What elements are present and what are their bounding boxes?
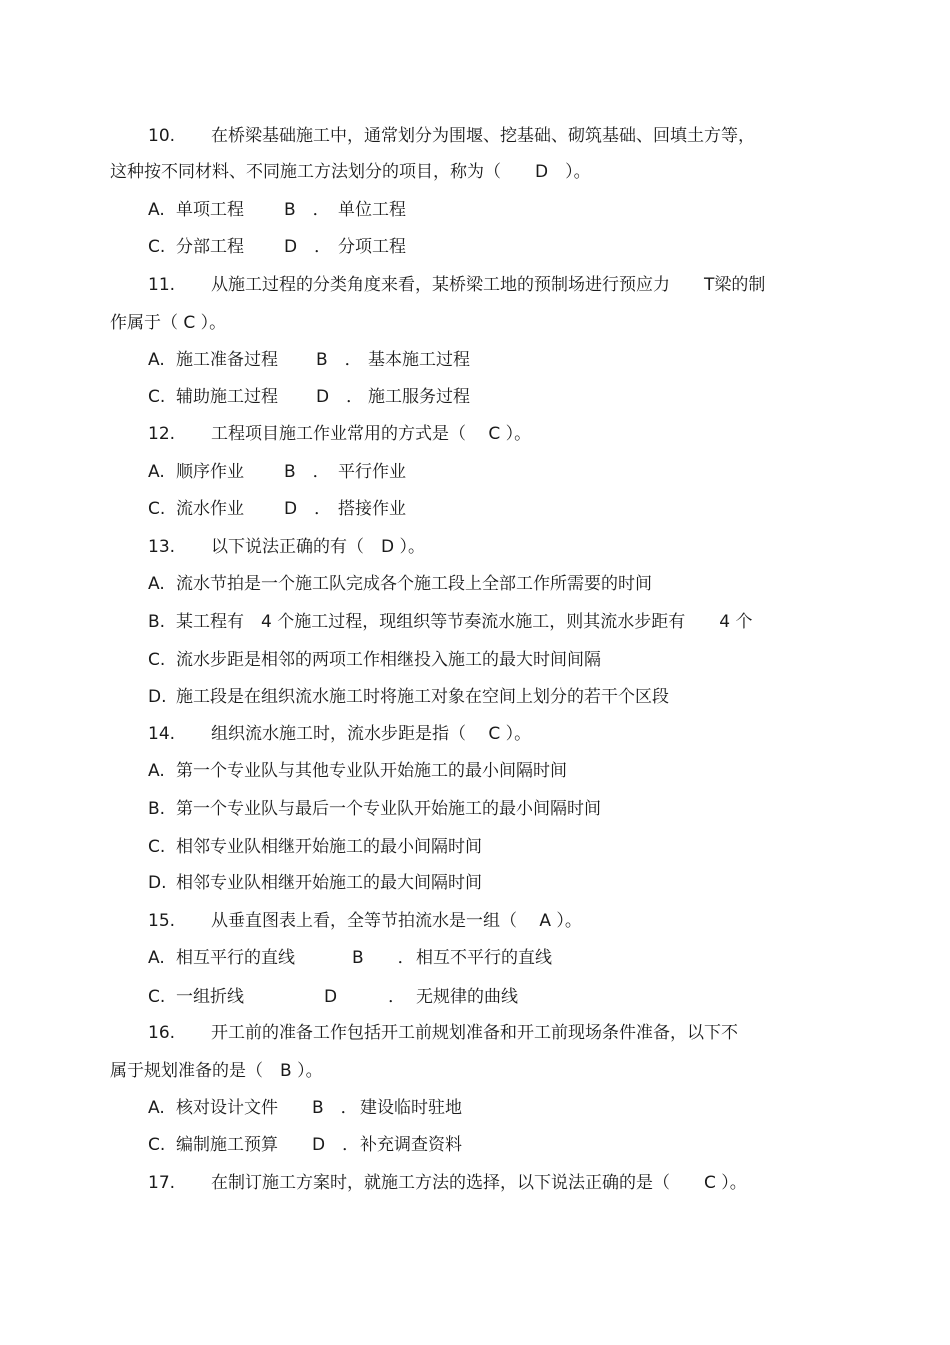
- option-text: 流水节拍是一个施工队完成各个施工段上全部工作所需要的时间: [176, 574, 652, 594]
- option-text: 一组折线: [176, 987, 244, 1007]
- option-letter: A.: [148, 462, 165, 482]
- option-row: [148, 1097, 462, 1119]
- option-letter: D ．: [284, 237, 332, 257]
- question-number: 14.: [148, 724, 176, 744]
- option-letter: D ．: [284, 499, 332, 519]
- option-line: [148, 649, 601, 671]
- question-number: 16.: [148, 1023, 176, 1043]
- option-letter: A.: [148, 574, 165, 594]
- option-row: [148, 349, 470, 371]
- option-text: 基本施工过程: [368, 350, 470, 370]
- option-letter: A.: [148, 200, 165, 220]
- option-letter: B ．: [312, 1098, 358, 1118]
- question-16-continuation: [110, 1060, 323, 1082]
- option-row: [148, 386, 470, 408]
- option-row: [148, 236, 406, 258]
- option-row: [148, 1134, 462, 1156]
- option-text: 编制施工预算: [176, 1135, 278, 1155]
- option-text: 某工程有 4 个施工过程，现组织等节奏流水施工，则其流水步距有 4 个: [176, 612, 753, 632]
- option-line: [148, 686, 669, 708]
- option-letter: A.: [148, 761, 165, 781]
- option-letter: C.: [148, 1135, 166, 1155]
- option-text: 第一个专业队与最后一个专业队开始施工的最小间隔时间: [176, 799, 601, 819]
- question-10: [148, 125, 755, 147]
- option-text: 平行作业: [338, 462, 406, 482]
- question-11: [148, 274, 765, 296]
- option-text: 单位工程: [338, 200, 406, 220]
- option-letter: B ．: [352, 948, 415, 968]
- question-number: 17.: [148, 1173, 176, 1193]
- question-number: 13.: [148, 537, 176, 557]
- option-letter: C.: [148, 237, 166, 257]
- question-number: 15.: [148, 911, 176, 931]
- option-letter: C.: [148, 499, 166, 519]
- option-letter: C.: [148, 650, 166, 670]
- option-row: [148, 986, 518, 1008]
- question-text: 在制订施工方案时，就施工方法的选择，以下说法正确的是（ C ）。: [211, 1173, 747, 1193]
- option-text: 顺序作业: [176, 462, 244, 482]
- question-11-continuation: [110, 312, 226, 334]
- option-row: [148, 461, 406, 483]
- option-letter: B.: [148, 799, 166, 819]
- option-letter: D ．: [316, 387, 364, 407]
- option-text: 无规律的曲线: [416, 987, 518, 1007]
- option-text: 分项工程: [338, 237, 406, 257]
- question-number: 12.: [148, 424, 176, 444]
- question-13: [148, 536, 425, 558]
- option-line: [148, 836, 482, 858]
- question-text: 在桥梁基础施工中，通常划分为围堰、挖基础、砌筑基础、回填土方等，: [211, 126, 755, 146]
- option-letter: B ．: [284, 200, 330, 220]
- option-row: [148, 947, 552, 969]
- option-text: 相互平行的直线: [176, 948, 295, 968]
- option-row: [148, 498, 406, 520]
- option-text: 相邻专业队相继开始施工的最大间隔时间: [176, 873, 482, 893]
- option-line: [148, 760, 567, 782]
- option-line: [148, 573, 652, 595]
- question-text: 作属于（ C ）。: [110, 313, 227, 333]
- option-letter: D ．: [324, 987, 406, 1007]
- option-text: 建设临时驻地: [360, 1098, 462, 1118]
- question-text: 组织流水施工时，流水步距是指（ C ）。: [211, 724, 532, 744]
- question-text: 以下说法正确的有（ D ）。: [211, 537, 425, 557]
- option-row: [148, 199, 406, 221]
- option-letter: B ．: [316, 350, 362, 370]
- question-number: 11.: [148, 275, 176, 295]
- option-text: 相互不平行的直线: [416, 948, 552, 968]
- question-16: [148, 1022, 738, 1044]
- option-text: 分部工程: [176, 237, 244, 257]
- option-letter: A.: [148, 948, 165, 968]
- question-text: 工程项目施工作业常用的方式是（ C ）。: [211, 424, 532, 444]
- question-15: [148, 910, 582, 932]
- option-letter: B.: [148, 612, 166, 632]
- option-letter: A.: [148, 350, 165, 370]
- option-text: 第一个专业队与其他专业队开始施工的最小间隔时间: [176, 761, 567, 781]
- option-letter: B ．: [284, 462, 330, 482]
- question-text: 开工前的准备工作包括开工前规划准备和开工前现场条件准备，以下不: [211, 1023, 738, 1043]
- question-14: [148, 723, 531, 745]
- option-text: 补充调查资料: [360, 1135, 462, 1155]
- option-letter: D.: [148, 873, 167, 893]
- option-line: [148, 798, 601, 820]
- option-letter: A.: [148, 1098, 165, 1118]
- option-text: 搭接作业: [338, 499, 406, 519]
- option-letter: C.: [148, 987, 166, 1007]
- question-text: 从垂直图表上看，全等节拍流水是一组（ A ）。: [211, 911, 582, 931]
- question-10-continuation: [110, 161, 591, 183]
- question-17: [148, 1172, 747, 1194]
- option-letter: D ．: [312, 1135, 360, 1155]
- option-text: 施工段是在组织流水施工时将施工对象在空间上划分的若干个区段: [176, 687, 669, 707]
- question-text: 属于规划准备的是（ B ）。: [110, 1061, 323, 1081]
- option-text: 相邻专业队相继开始施工的最小间隔时间: [176, 837, 482, 857]
- option-text: 施工准备过程: [176, 350, 278, 370]
- option-letter: C.: [148, 837, 166, 857]
- option-text: 施工服务过程: [368, 387, 470, 407]
- option-line: [148, 611, 752, 633]
- option-text: 辅助施工过程: [176, 387, 278, 407]
- option-text: 流水步距是相邻的两项工作相继投入施工的最大时间间隔: [176, 650, 601, 670]
- option-text: 流水作业: [176, 499, 244, 519]
- question-text: 这种按不同材料、不同施工方法划分的项目，称为（ D ）。: [110, 162, 591, 182]
- option-text: 单项工程: [176, 200, 244, 220]
- option-letter: C.: [148, 387, 166, 407]
- option-text: 核对设计文件: [176, 1098, 278, 1118]
- question-number: 10.: [148, 126, 176, 146]
- question-12: [148, 423, 531, 445]
- question-text: 从施工过程的分类角度来看，某桥梁工地的预制场进行预应力 T梁的制: [211, 275, 766, 295]
- option-letter: D.: [148, 687, 167, 707]
- option-line: [148, 872, 482, 894]
